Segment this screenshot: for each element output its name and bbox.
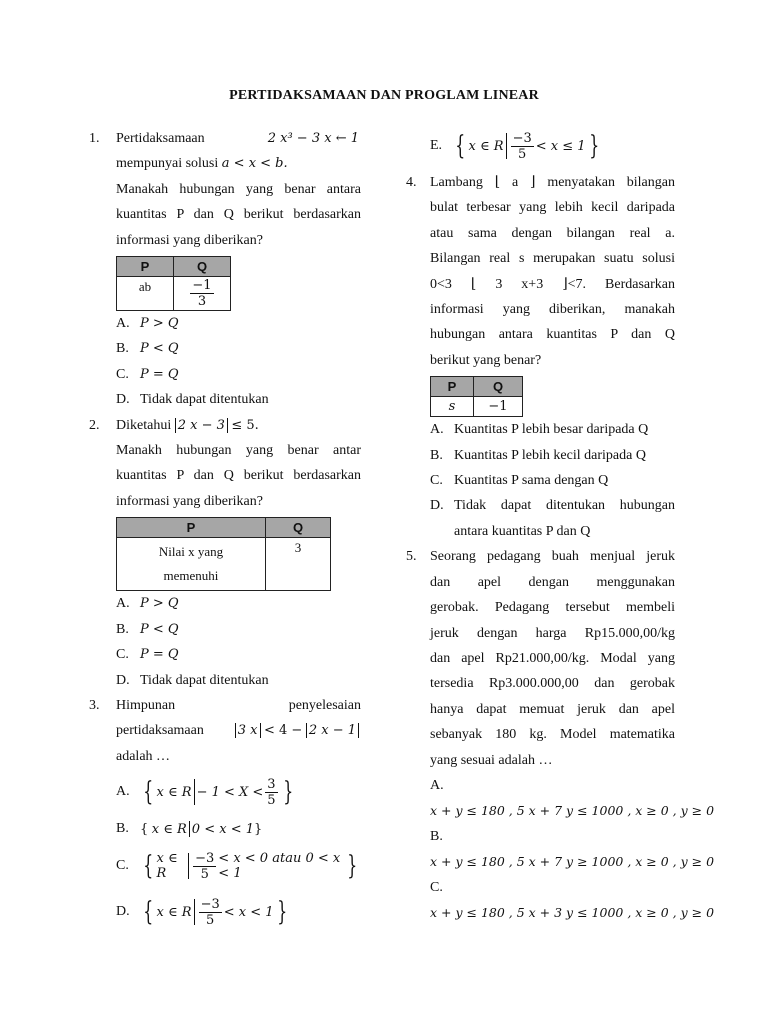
option-label: C.	[116, 647, 129, 663]
option-label: B.	[430, 447, 443, 463]
math-expression: 2 x³ − 3 x ← 1	[267, 131, 359, 146]
question-text: Diketahui	[116, 417, 172, 433]
question-text: Himpunan	[116, 697, 176, 713]
question-text: yang sesuai adalah …	[430, 752, 553, 768]
table-cell-p: s	[431, 397, 474, 417]
pq-table	[116, 517, 331, 591]
left-column	[89, 126, 361, 935]
option-a	[89, 769, 361, 815]
right-column	[406, 122, 715, 925]
question-text: Pertidaksamaan	[116, 131, 205, 146]
option-text: Kuantitas P lebih kecil daripada Q	[454, 447, 646, 463]
table-header-q: Q	[266, 518, 331, 538]
question-number: 3.	[89, 697, 100, 713]
option-label: D.	[116, 904, 130, 920]
question-text: kuantitas P dan Q berikut berdasarkan	[116, 468, 361, 484]
question-text: Bilangan real s merupakan suatu solusi	[430, 251, 675, 267]
question-text: adalah …	[116, 748, 171, 764]
option-label: C.	[430, 879, 443, 895]
question-number: 4.	[406, 175, 417, 190]
option-label: A.	[430, 422, 444, 438]
question-5	[406, 544, 715, 925]
question-text: tersedia Rp3.000.000,00 dan gerobak	[430, 676, 675, 692]
option-text: antara kuantitas P dan Q	[454, 523, 591, 539]
table-cell-q: −1	[474, 397, 523, 417]
option-label: B.	[116, 621, 129, 637]
question-text: bulat terbesar yang lebih kecil daripada	[430, 200, 675, 216]
question-text: Manakah hubungan yang benar antara	[116, 181, 361, 197]
option-label: B.	[116, 821, 129, 837]
math-expression: a < x < b.	[221, 156, 288, 172]
set-expression: { x ∈ R $\frac{-3}{5}$ < x ≤ 1 }	[455, 130, 599, 162]
question-number: 2.	[89, 417, 100, 433]
question-1	[89, 126, 361, 413]
option-text: P < Q	[140, 621, 179, 637]
option-label: C.	[430, 473, 443, 489]
question-number: 1.	[89, 131, 100, 146]
option-label: B.	[430, 828, 443, 844]
option-d	[89, 889, 361, 935]
question-text: informasi yang diberikan?	[116, 232, 263, 248]
option-text: Kuantitas P lebih besar daripada Q	[454, 422, 649, 438]
option-label: C.	[116, 366, 129, 382]
math-expression: 2 x − 3	[175, 418, 228, 433]
option-label: A.	[430, 777, 444, 793]
option-label: D.	[116, 392, 130, 408]
option-text: Kuantitas P sama dengan Q	[454, 473, 609, 489]
math-expression: ≤ 5.	[231, 417, 259, 433]
question-text: hanya dapat memuat jeruk dan apel	[430, 701, 675, 717]
question-text: penyelesaian	[288, 697, 361, 713]
question-text: Seorang pedagang buah menjual jeruk	[430, 549, 675, 565]
question-text: dan apel Rp21.000,00/kg. Modal yang	[430, 650, 675, 666]
question-text: 0<3 ⌊ 3 x+3 ⌋<7. Berdasarkan	[430, 276, 675, 292]
option-b	[89, 815, 361, 843]
question-text: jeruk dengan harga Rp15.000,00/kg	[430, 625, 675, 641]
set-expression: { x ∈ R − 1 < X < $\frac{3}{5}$ }	[143, 776, 293, 808]
question-text: atau sama dengan bilangan real a.	[430, 225, 675, 241]
option-c	[89, 843, 361, 889]
question-3	[89, 693, 361, 935]
page-title: PERTIDAKSAMAAN DAN PROGLAM LINEAR	[229, 88, 539, 103]
question-text: kuantitas P dan Q berikut berdasarkan	[116, 207, 361, 223]
option-math: x + y ≤ 180 , 5 x + 7 y ≥ 1000 , x ≥ 0 , y ≥ 0	[430, 854, 715, 870]
question-2	[89, 413, 361, 693]
math-expression: 3 x < 4 − 2 x − 1	[235, 718, 359, 743]
question-text: informasi yang diberikan?	[116, 493, 263, 509]
option-text: P = Q	[140, 647, 179, 663]
option-text: Tidak dapat ditentukan	[140, 672, 269, 688]
question-text: dan apel dengan menggunakan	[430, 574, 675, 590]
option-label: B.	[116, 341, 129, 357]
table-header-q: Q	[174, 257, 231, 277]
option-math: x + y ≤ 180 , 5 x + 7 y ≤ 1000 , x ≥ 0 , y ≥ 0	[430, 803, 715, 819]
table-cell-q: $\frac{-1}{3}$	[174, 277, 231, 311]
table-cell-p: ab	[117, 277, 174, 311]
option-text: P > Q	[140, 316, 179, 332]
option-text: Tidak dapat ditentukan hubungan	[454, 498, 675, 514]
table-header-p: P	[117, 518, 266, 538]
set-expression: { x ∈ R $\frac{-3}{5}$ < x < 1 }	[143, 896, 287, 928]
option-label: D.	[116, 672, 130, 688]
table-header-q: Q	[474, 377, 523, 397]
question-number: 5.	[406, 549, 417, 565]
option-text: Tidak dapat ditentukan	[140, 392, 269, 408]
question-text: gerobak. Pedagang tersebut membeli	[430, 600, 675, 616]
option-label: E.	[430, 138, 443, 153]
option-e	[406, 122, 675, 170]
question-text: informasi yang diberikan, manakah	[430, 302, 675, 318]
pq-table	[116, 256, 231, 311]
option-label: A.	[116, 784, 130, 800]
question-text: mempunyai solusi	[116, 156, 219, 172]
question-text: sebanyak 180 kg. Model matematika	[430, 727, 675, 743]
option-label: A.	[116, 316, 130, 332]
pq-table	[430, 376, 523, 417]
table-cell-q: 3	[266, 538, 331, 591]
question-text: hubungan antara kuantitas P dan Q	[430, 327, 675, 343]
table-header-p: P	[431, 377, 474, 397]
question-text: pertidaksamaan	[116, 723, 204, 739]
question-text: Manakh hubungan yang benar antar	[116, 443, 361, 459]
table-cell-p: Nilai x yang memenuhi	[117, 538, 266, 591]
question-4	[406, 170, 675, 544]
set-expression: { x ∈ R $\frac{-3}{5}$ < x < 0 atau 0 < x < 1 }	[143, 850, 358, 882]
option-text: P = Q	[140, 366, 179, 382]
question-text: berikut yang benar?	[430, 352, 542, 368]
option-math: x + y ≤ 180 , 5 x + 3 y ≤ 1000 , x ≥ 0 , y ≥ 0	[430, 904, 715, 920]
option-label: C.	[116, 858, 129, 874]
set-expression: { x ∈ R 0 < x < 1 }	[140, 821, 263, 837]
option-label: D.	[430, 498, 444, 514]
question-text: Lambang ⌊ a ⌋ menyatakan bilangan	[430, 175, 675, 190]
option-text: P < Q	[140, 341, 179, 357]
option-text: P > Q	[140, 596, 179, 612]
table-header-p: P	[117, 257, 174, 277]
option-label: A.	[116, 596, 130, 612]
